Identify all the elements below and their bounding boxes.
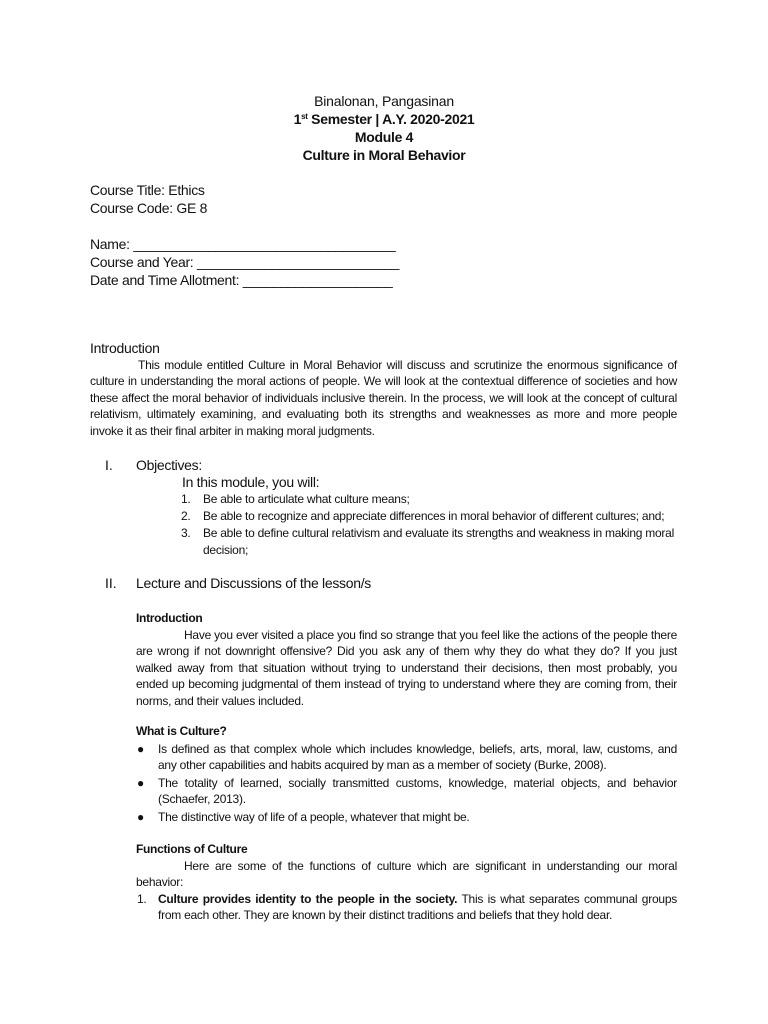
list-item: ● Is defined as that complex whole which includes knowledge, beliefs, arts, moral, law, customs, and any other capabilities and habits acquired by man as a member of society (Burke, 2008). (137, 742, 677, 773)
bullet-icon: ● (137, 775, 144, 790)
objectives-lead: In this module, you will: (182, 474, 320, 490)
module-number: Module 4 (354, 129, 414, 145)
lecture-numeral: II. (105, 575, 117, 591)
bullet-icon: ● (137, 742, 144, 756)
functions-heading: Functions of Culture (136, 842, 248, 856)
semester-text: Semester | A.Y. 2020-2021 (307, 111, 475, 127)
culture-definition-list (136, 741, 677, 826)
function-title: Culture provides identity to the people in the society. (158, 892, 458, 906)
semester-line (0, 111, 768, 127)
list-item: 3. Be able to define cultural relativism and evaluate its strengths and weakness in making moral decision; (181, 526, 675, 557)
lecture-intro-heading: Introduction (136, 611, 203, 625)
course-title: Course Title: Ethics (90, 182, 205, 198)
date-time-field: Date and Time Allotment: ____________________ (90, 272, 393, 288)
introduction-paragraph (90, 357, 677, 439)
functions-intro-paragraph (136, 858, 677, 891)
functions-intro-text: Here are some of the functions of culture which are significant in understanding our moral behavior: (136, 859, 677, 890)
bullet-icon: ● (137, 809, 144, 824)
list-item: ● The totality of learned, socially transmitted customs, knowledge, material objects, and behavior (Schaefer, 2013). (137, 775, 677, 807)
lecture-heading: Lecture and Discussions of the lesson/s (136, 575, 371, 591)
objectives-numeral: I. (105, 457, 113, 473)
name-field: Name: ___________________________________ (90, 236, 396, 252)
introduction-text: This module entitled Culture in Moral Behavior will discuss and scrutinize the enormous significance of culture in understanding the moral actions of people. We will look at the contextual difference of societies and how these affect the moral behavior of individuals inclusive therein. In the process, we will look at the concept of cultural relativism, ultimately examining, and evaluating both its strengths and weaknesses as more and more people invoke it as their final arbiter in making moral judgments. (90, 358, 677, 438)
school-location: Binalonan, Pangasinan (314, 93, 454, 109)
semester-number: 1 (293, 111, 302, 127)
list-item: 1. Culture provides identity to the people in the society. This is what separates communal groups from each other. They are known by their distinct traditions and beliefs that they hold dear. (137, 892, 677, 923)
semester-superscript: st (301, 112, 308, 121)
functions-list (136, 891, 677, 924)
objectives-heading: Objectives: (136, 457, 202, 473)
course-year-field: Course and Year: ___________________________ (90, 254, 400, 270)
list-item: 2. Be able to recognize and appreciate differences in moral behavior of different cultures; and; (181, 509, 665, 523)
module-title: Culture in Moral Behavior (302, 147, 466, 163)
list-item: 1. Be able to articulate what culture means; (181, 492, 410, 506)
objectives-list (181, 491, 681, 559)
lecture-intro-text: Have you ever visited a place you find so strange that you feel like the actions of the people there are wrong if not downright offensive? Did you ask any of them why they do what they do? If you just walked away from that situation without trying to understand their decisions, then most probably, you ended up becoming judgmental of them instead of trying to understand where they are coming from, their norms, and their values included. (136, 628, 677, 708)
list-item: ● The distinctive way of life of a people, whatever that might be. (137, 809, 470, 824)
introduction-heading: Introduction (90, 340, 160, 356)
course-code: Course Code: GE 8 (90, 200, 208, 216)
culture-heading: What is Culture? (136, 724, 227, 738)
lecture-intro-paragraph (136, 627, 677, 709)
